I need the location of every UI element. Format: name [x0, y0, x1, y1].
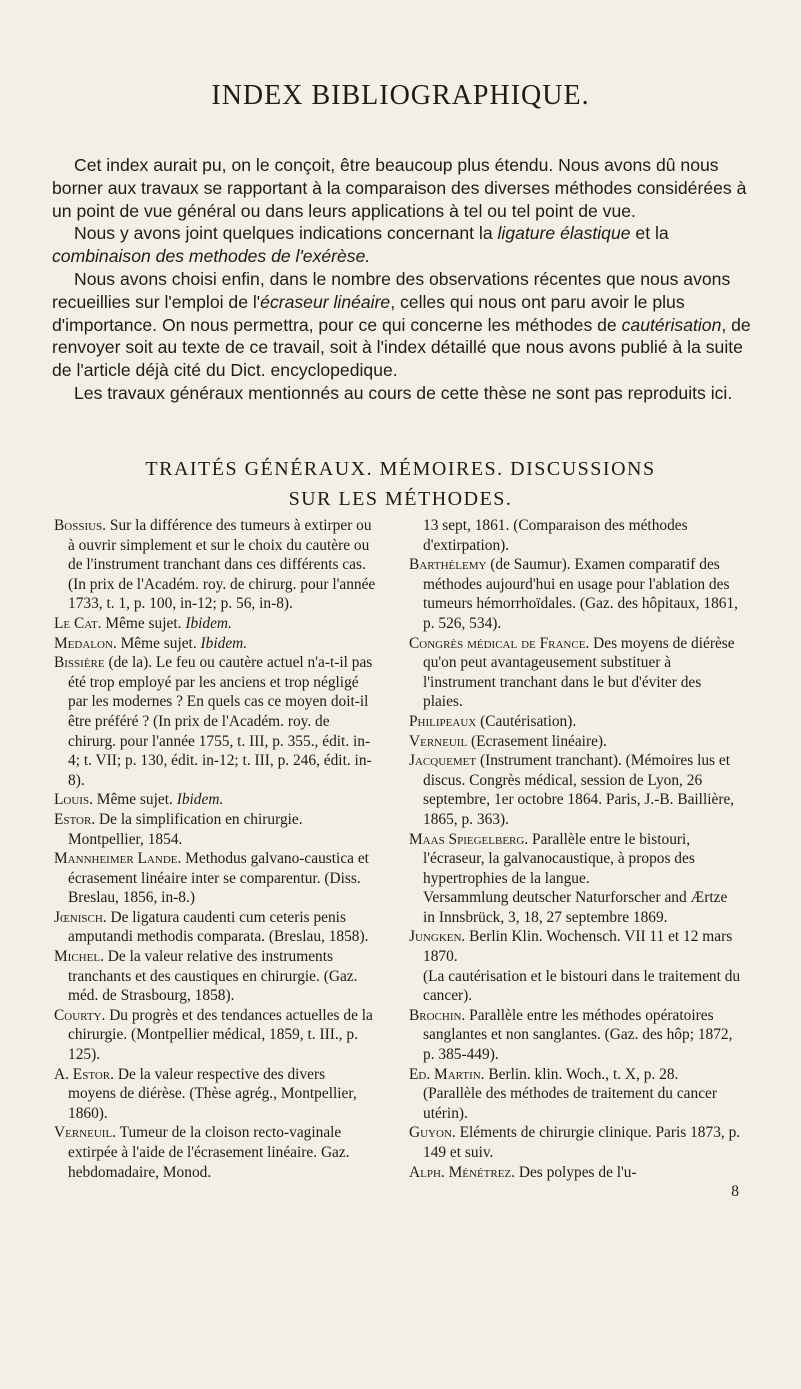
introduction — [52, 154, 756, 405]
bibliography-entry — [54, 614, 376, 634]
section-heading: TRAITÉS GÉNÉRAUX. MÉMOIRES. DISCUSSIONS — [145, 458, 656, 480]
entry-text: Même sujet. — [92, 791, 177, 809]
bibliography-entry — [409, 634, 741, 712]
bibliography-entry — [409, 1123, 741, 1162]
entry-author: Courty. — [54, 1006, 106, 1024]
bibliography-entry — [409, 555, 741, 633]
entry-text: (La cautérisation et le bistouri dans le traitement du cancer). — [423, 967, 741, 1005]
bibliography-entry — [409, 1065, 741, 1085]
entry-text: (Ecrasement linéaire). — [467, 732, 607, 750]
left-column — [54, 516, 376, 1182]
bibliography-entry — [409, 1006, 741, 1065]
bibliography-entry — [54, 1006, 376, 1065]
entry-author: Jacquemet — [409, 752, 477, 770]
entry-author: Bissière — [54, 654, 105, 672]
entry-author: Brochin. — [409, 1006, 466, 1024]
entry-text: (de Saumur). Examen comparatif des méthodes aujourd'hui en usage pour l'ablation des tumeurs hémorrhoïdales. (Gaz. des hôpitaux, 1861, p. 526, 534). — [423, 556, 739, 632]
entry-text: (Instrument tranchant). (Mémoires lus et discus. Congrès médical, session de Lyon, 26 septembre, 1er octobre 1864. Paris, J.-B. Baillière, 1865, p. 363). — [423, 752, 735, 828]
bibliography-entry — [54, 849, 376, 908]
entry-author: A. Estor. — [54, 1065, 114, 1083]
entry-author: Barthélemy — [409, 556, 487, 574]
entry-author: Jœnisch. — [54, 908, 107, 926]
intro-paragraph-1: Cet index aurait pu, on le conçoit, être beaucoup plus étendu. Nous avons dû nous borner aux travaux se rapportant à la comparaison des diverses méthodes considérées à un point de vue général ou dans leurs applications à tel ou tel point de vue. — [52, 155, 747, 221]
intro-paragraph-3: Nous avons choisi enfin, dans le nombre des observations récentes que nous avons recueillies sur l'emploi de l'écraseur linéaire, celles qui nous ont paru avoir le plus d'importance. On nous permettra, pour ce qui concerne les méthodes de cautérisation, de renvoyer soit au texte de ce travail, soit à l'index détaillé que nous avons publié à la suite de l'article déjà cité du Dict. encyclopedique. — [52, 268, 751, 381]
entry-author: Bossius. — [54, 517, 107, 534]
entry-text: Eléments de chirurgie clinique. Paris 1873, p. 149 et suiv. — [423, 1124, 741, 1161]
entry-text: De la valeur respective des divers moyens de diérèse. (Thèse agrég., Montpellier, 1860). — [68, 1065, 357, 1122]
entry-text: (Cautérisation). — [476, 712, 577, 730]
entry-text: Parallèle entre le bistouri, l'écraseur, la galvanocaustique, à propos des hypertrophies de la langue. — [423, 830, 695, 887]
bibliography-entry — [409, 516, 741, 555]
bibliography-entry — [54, 653, 376, 790]
entry-text: Des moyens de diérèse qu'on peut avantageusement substituer à l'instrument tranchant dans le but d'éviter des plaies. — [423, 634, 735, 711]
bibliography-entry — [54, 516, 376, 614]
entry-author: Congrès médical de France. — [409, 634, 590, 652]
entry-text: Berlin. klin. Woch., t. X, p. 28. — [484, 1065, 679, 1083]
entry-text: Sur la différence des tumeurs à extirper ou à ouvrir simplement et sur le choix du cautère ou de l'instrument tranchant dans ces différents cas. (In prix de l'Académ. roy. de chirurg. pour l'année 1733, t. 1, p. 100, in-12; p. 56, in-8). — [68, 517, 376, 613]
entry-author: Verneuil. — [54, 1124, 117, 1142]
entry-author: Le Cat. — [54, 614, 102, 632]
bibliography-entry — [409, 732, 741, 752]
entry-text: (Parallèle des méthodes de traitement du cancer utérin). — [423, 1085, 718, 1122]
bibliography-entry — [54, 1123, 376, 1182]
entry-text: Berlin Klin. Wochensch. VII 11 et 12 mars 1870. — [423, 928, 733, 966]
bibliography-entry — [409, 1163, 741, 1183]
bibliography-entry — [409, 927, 741, 966]
entry-author: Ed. Martin. — [409, 1065, 485, 1083]
bibliography-entry — [54, 908, 376, 947]
bibliography-entry — [409, 888, 741, 927]
page-number: 8 — [731, 1183, 739, 1201]
entry-author: Medalon. — [54, 634, 117, 652]
page-title: INDEX BIBLIOGRAPHIQUE. — [211, 80, 590, 111]
entry-text: (de la). Le feu ou cautère actuel n'a-t-il pas été trop employé par les anciens et trop négligé par les modernes ? En quels cas ce moyen doit-il être préféré ? (In prix de l'Académ. roy. de chirurg. pour l'année 1755, t. III, p. 355., édit. in-4; t. VII; p. 130, édit. in-12; t. III, p. 246, édit. in-8). — [68, 654, 373, 789]
bibliography-entry — [409, 712, 741, 732]
entry-text: Même sujet. — [116, 634, 201, 652]
entry-text: Tumeur de la cloison recto-vaginale extirpée à l'aide de l'écrasement linéaire. Gaz. hebdomadaire, Monod. — [68, 1124, 350, 1181]
entry-text: Methodus galvano-caustica et écrasement linéaire inter se comparentur. (Diss. Breslau, 1856, in-8.) — [68, 850, 369, 907]
bibliography-entry — [54, 1065, 376, 1124]
entry-author: Alph. Ménétrez. — [409, 1163, 516, 1181]
entry-reference: Ibidem. — [200, 634, 248, 652]
entry-author: Louis. — [54, 791, 93, 809]
entry-text: 13 sept, 1861. (Comparaison des méthodes d'extirpation). — [423, 517, 688, 554]
intro-paragraph-2: Nous y avons joint quelques indications concernant la ligature élastique et la combinaison des methodes de l'exérèse. — [52, 223, 669, 267]
entry-text: Même sujet. — [101, 614, 186, 632]
entry-reference: Ibidem. — [176, 791, 224, 809]
bibliography-entry — [54, 634, 376, 654]
entry-author: Verneuil — [409, 732, 468, 750]
section-subheading: SUR LES MÉTHODES. — [288, 488, 513, 510]
bibliography-entry — [409, 830, 741, 889]
entry-author: Estor. — [54, 810, 96, 828]
entry-text: Des polypes de l'u- — [515, 1163, 637, 1181]
bibliography-entry — [409, 751, 741, 829]
bibliography-entry — [54, 810, 376, 849]
entry-author: Philipeaux — [409, 712, 477, 730]
entry-text: De ligatura caudenti cum ceteris penis amputandi methodis comparata. (Breslau, 1858). — [68, 908, 369, 946]
entry-text: De la simplification en chirurgie. Montpellier, 1854. — [68, 810, 303, 848]
entry-text: Versammlung deutscher Naturforscher and Ærtze in Innsbrück, 3, 18, 27 septembre 1869. — [423, 889, 728, 926]
bibliography-entry — [54, 790, 376, 810]
entry-author: Guyon. — [409, 1124, 456, 1142]
entry-author: Jungken. — [409, 928, 466, 946]
bibliography-entry — [409, 1084, 741, 1123]
entry-text: De la valeur relative des instruments tranchants et des caustiques en chirurgie. (Gaz. méd. de Strasbourg, 1858). — [68, 948, 358, 1005]
entry-author: Mannheimer Lande. — [54, 850, 182, 868]
entry-author: Maas Spiegelberg. — [409, 830, 529, 848]
entry-text: Du progrès et des tendances actuelles de la chirurgie. (Montpellier médical, 1859, t. III., p. 125). — [68, 1006, 373, 1064]
entry-text: Parallèle entre les méthodes opératoires sanglantes et non sanglantes. (Gaz. des hôp; 1872, p. 385-449). — [423, 1006, 733, 1064]
intro-paragraph-4: Les travaux généraux mentionnés au cours de cette thèse ne sont pas reproduits ici. — [74, 382, 733, 403]
entry-author: Michel. — [54, 948, 104, 966]
bibliography-entry — [54, 947, 376, 1006]
right-column — [409, 516, 741, 1202]
entry-reference: Ibidem. — [185, 614, 232, 632]
bibliography-entry — [409, 967, 741, 1006]
